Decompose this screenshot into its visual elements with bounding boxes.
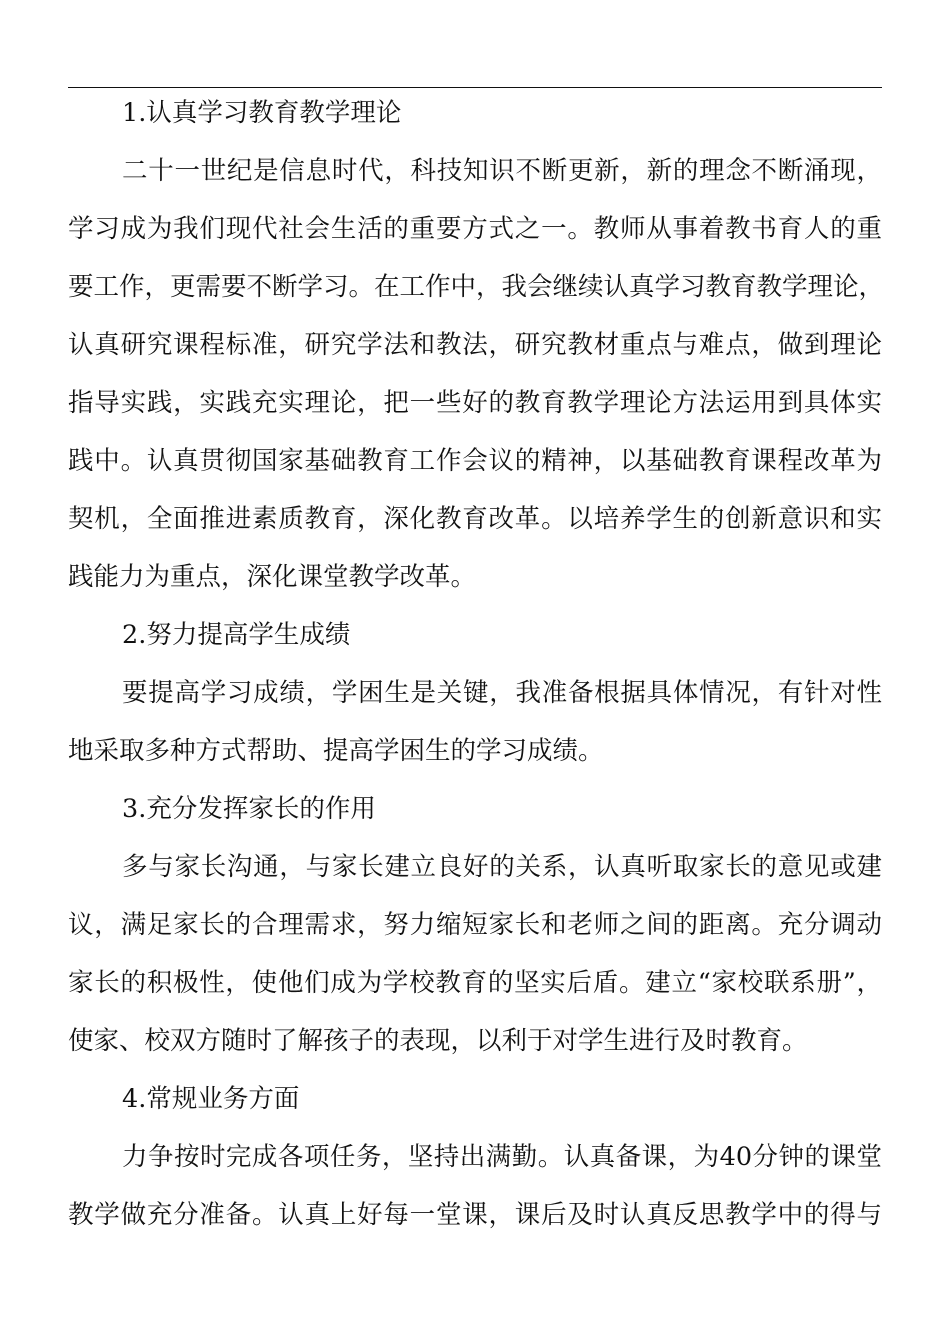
- paragraph-line: 要提高学习成绩，学困生是关键，我准备根据具体情况，有针对性: [122, 678, 882, 708]
- section-heading-2: 2.努力提高学生成绩: [122, 620, 351, 650]
- paragraph-line: 二十一世纪是信息时代，科技知识不断更新，新的理念不断涌现，: [122, 156, 882, 186]
- paragraph-line: 家长的积极性，使他们成为学校教育的坚实后盾。建立“家校联系册”，: [68, 968, 882, 998]
- header-rule: [68, 87, 882, 88]
- section-heading-1: 1.认真学习教育教学理论: [122, 98, 402, 128]
- section-heading-3: 3.充分发挥家长的作用: [122, 794, 376, 824]
- paragraph-line: 践能力为重点，深化课堂教学改革。: [68, 562, 477, 592]
- paragraph-line: 力争按时完成各项任务，坚持出满勤。认真备课，为40分钟的课堂: [122, 1142, 882, 1172]
- paragraph-line: 教学做充分准备。认真上好每一堂课，课后及时认真反思教学中的得与: [68, 1200, 882, 1230]
- paragraph-line: 使家、校双方随时了解孩子的表现，以利于对学生进行及时教育。: [68, 1026, 808, 1056]
- paragraph-line: 多与家长沟通，与家长建立良好的关系，认真听取家长的意见或建: [122, 852, 882, 882]
- paragraph-line: 要工作，更需要不断学习。在工作中，我会继续认真学习教育教学理论，: [68, 272, 885, 302]
- paragraph-line: 认真研究课程标准，研究学法和教法，研究教材重点与难点，做到理论: [68, 330, 882, 360]
- paragraph-line: 践中。认真贯彻国家基础教育工作会议的精神，以基础教育课程改革为: [68, 446, 882, 476]
- section-heading-4: 4.常规业务方面: [122, 1084, 300, 1114]
- paragraph-line: 议，满足家长的合理需求，努力缩短家长和老师之间的距离。充分调动: [68, 910, 882, 940]
- paragraph-line: 地采取多种方式帮助、提高学困生的学习成绩。: [68, 736, 604, 766]
- paragraph-line: 学习成为我们现代社会生活的重要方式之一。教师从事着教书育人的重: [68, 214, 882, 244]
- paragraph-line: 指导实践，实践充实理论，把一些好的教育教学理论方法运用到具体实: [68, 388, 882, 418]
- paragraph-line: 契机，全面推进素质教育，深化教育改革。以培养学生的创新意识和实: [68, 504, 882, 534]
